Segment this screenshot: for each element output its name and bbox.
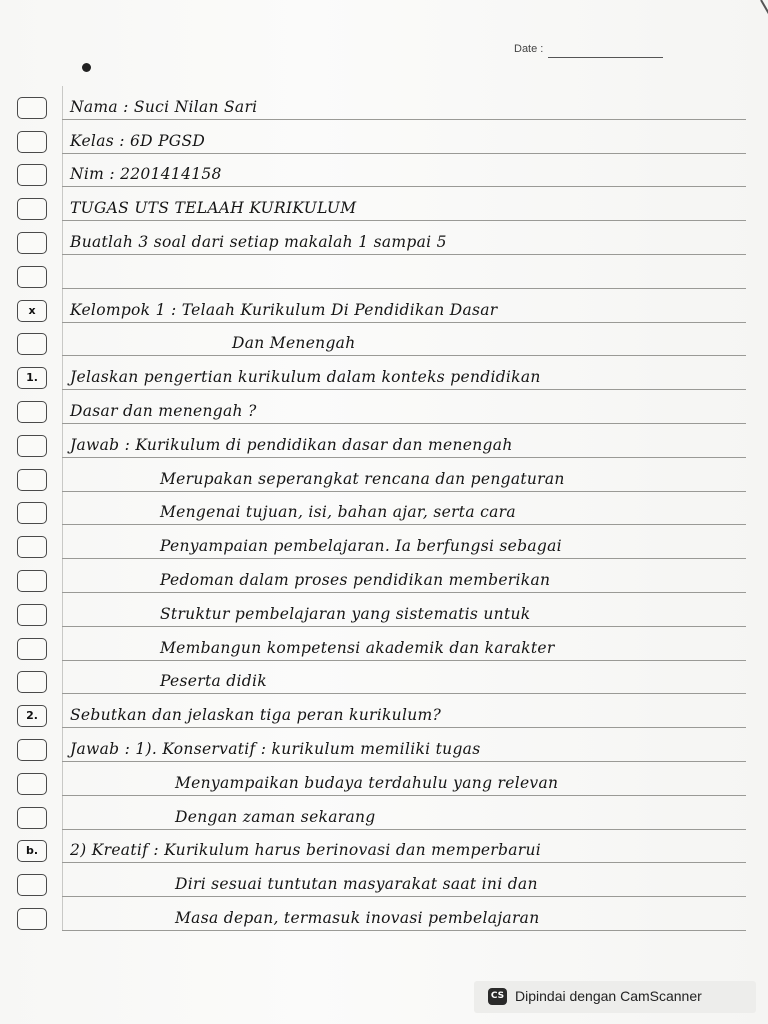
handwritten-text: Jelaskan pengertian kurikulum dalam konteks pendidikan [70,368,541,387]
page-line [0,796,768,830]
handwritten-text: Kelompok 1 : Telaah Kurikulum Di Pendidikan Dasar [70,300,498,319]
line-checkbox: b. [17,840,47,862]
handwritten-text: Nama : Suci Nilan Sari [70,97,258,116]
ink-dot [82,63,91,72]
line-checkbox [17,469,47,491]
page-line [0,559,768,593]
line-checkbox [17,638,47,660]
line-checkbox [17,536,47,558]
page-line [0,187,768,221]
page-line [0,424,768,458]
handwritten-text: Mengenai tujuan, isi, bahan ajar, serta cara [160,503,516,522]
line-checkbox [17,435,47,457]
handwritten-text: Kelas : 6D PGSD [70,131,206,150]
line-checkbox [17,131,47,153]
line-checkbox [17,401,47,423]
camscanner-footer [474,981,756,1013]
page-line [0,627,768,661]
date-label: Date : [514,43,544,55]
ruled-line [62,930,746,931]
page-line [0,323,768,357]
handwritten-text: TUGAS UTS TELAAH KURIKULUM [70,199,357,218]
page-line [0,390,768,424]
line-checkbox [17,604,47,626]
line-checkbox [17,232,47,254]
handwritten-text: Jawab : 1). Konservatif : kurikulum memiliki tugas [70,739,481,758]
handwritten-text: Buatlah 3 soal dari setiap makalah 1 sampai 5 [70,232,447,251]
handwritten-text: Penyampaian pembelajaran. Ia berfungsi sebagai [160,537,562,556]
line-checkbox [17,739,47,761]
page-line [0,593,768,627]
handwritten-text: Menyampaikan budaya terdahulu yang relevan [175,773,559,792]
page-corner-mark [760,0,768,35]
handwritten-text: Sebutkan dan jelaskan tiga peran kurikulum? [70,706,442,725]
page-line [0,492,768,526]
handwritten-text: Dasar dan menengah ? [70,401,257,420]
line-checkbox [17,908,47,930]
camscanner-label: Dipindai dengan CamScanner [515,988,702,1004]
line-checkbox [17,333,47,355]
handwritten-text: Jawab : Kurikulum di pendidikan dasar dan menengah [70,435,513,454]
line-checkbox [17,570,47,592]
line-checkbox [17,198,47,220]
handwritten-text: Dengan zaman sekarang [175,807,376,826]
handwritten-text: Masa depan, termasuk inovasi pembelajaran [175,908,540,927]
handwritten-text: Diri sesuai tuntutan masyarakat saat ini dan [175,875,538,894]
page-line [0,86,768,120]
date-line [548,57,663,58]
page-line [0,289,768,323]
line-checkbox: 1. [17,367,47,389]
page-line [0,458,768,492]
handwritten-text: 2) Kreatif : Kurikulum harus berinovasi dan memperbarui [70,841,542,860]
handwritten-text: Pedoman dalam proses pendidikan memberikan [160,570,551,589]
line-checkbox [17,807,47,829]
line-checkbox [17,164,47,186]
page-line [0,255,768,289]
line-checkbox [17,97,47,119]
line-checkbox: 2. [17,705,47,727]
page-line [0,694,768,728]
page-line [0,120,768,154]
line-checkbox [17,502,47,524]
handwritten-text: Dan Menengah [232,334,356,353]
handwritten-text: Struktur pembelajaran yang sistematis untuk [160,604,531,623]
camscanner-icon: CS [488,988,507,1005]
page-line [0,525,768,559]
handwritten-text: Membangun kompetensi akademik dan karakter [160,638,555,657]
page-line [0,356,768,390]
page-line [0,154,768,188]
line-checkbox [17,266,47,288]
handwritten-text: Merupakan seperangkat rencana dan pengaturan [160,469,565,488]
page-line [0,830,768,864]
page-line [0,897,768,931]
line-checkbox [17,773,47,795]
page-line [0,728,768,762]
page-line [0,863,768,897]
line-checkbox [17,874,47,896]
page-line [0,221,768,255]
handwritten-text: Nim : 2201414158 [70,165,222,184]
page-line [0,762,768,796]
page-line [0,661,768,695]
handwritten-text: Peserta didik [160,672,267,691]
line-checkbox: x [17,300,47,322]
line-checkbox [17,671,47,693]
